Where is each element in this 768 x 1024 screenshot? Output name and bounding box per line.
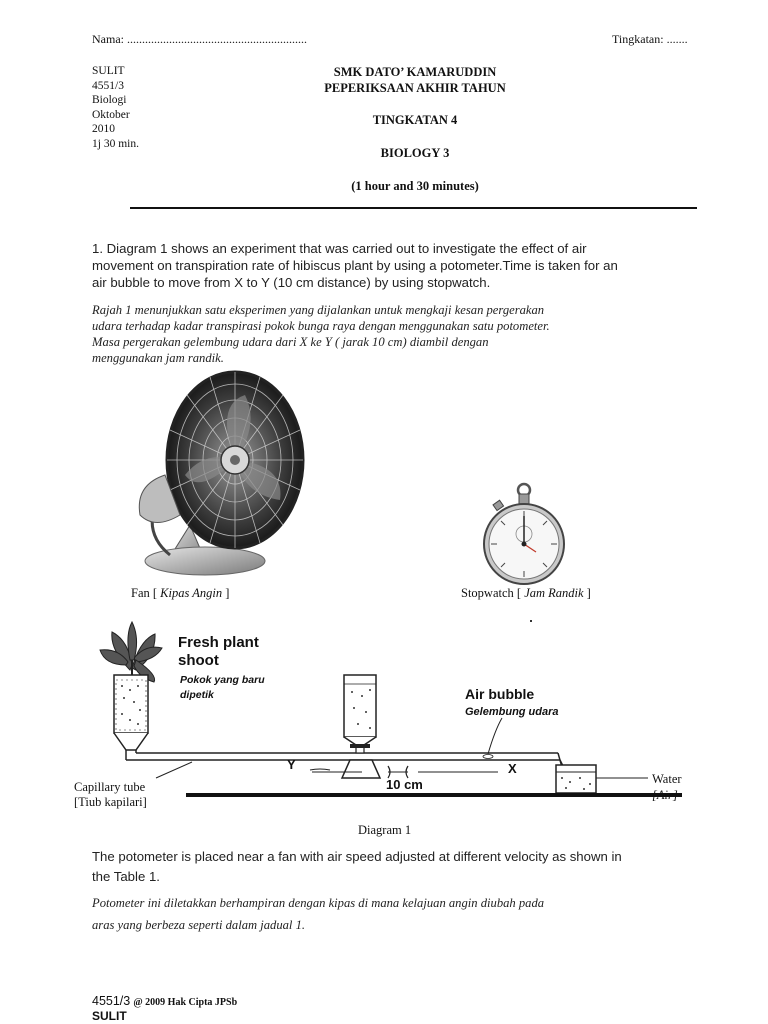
fan-caption-close: ] — [222, 586, 230, 600]
meta-year: 2010 — [92, 123, 115, 135]
capillary-line: [Tiub kapilari] — [74, 795, 147, 809]
exam-title-block — [290, 64, 540, 194]
fan-caption-en: Fan [ — [131, 586, 161, 600]
water-line: Water — [652, 772, 682, 786]
body-en-line: The potometer is placed near a fan with air speed adjusted at different velocity as shown in — [92, 849, 622, 864]
question-my-line: udara terhadap kadar transpirasi pokok bunga raya dengan menggunakan satu potometer. — [92, 319, 550, 333]
meta-sulit: SULIT — [92, 65, 125, 77]
stopwatch-caption-close: ] — [583, 586, 591, 600]
footer-sulit: SULIT — [92, 1009, 127, 1023]
distance-label: 10 cm — [386, 777, 423, 792]
gelembung-label: Gelembung udara — [465, 706, 559, 718]
meta-code: 4551/3 — [92, 79, 124, 92]
meta-time: 1j 30 min. — [92, 137, 139, 150]
meta-month: Oktober — [92, 108, 130, 121]
meta-subject: Biologi — [92, 94, 127, 106]
stopwatch-illustration — [478, 482, 578, 587]
fresh-plant-line: shoot — [178, 652, 219, 669]
tingkatan-field-label: Tingkatan: ....... — [612, 32, 688, 46]
water-line: [Air] — [652, 788, 678, 802]
school-name: SMK DATO’ KAMARUDDIN — [333, 65, 497, 79]
body-english — [92, 847, 732, 887]
capillary-line: Capillary tube — [74, 780, 146, 794]
nama-field-label: Nama: ............................................................ — [92, 32, 307, 46]
question-english — [92, 240, 732, 291]
question-en-line: air bubble to move from X to Y (10 cm distance) by using stopwatch. — [92, 275, 491, 290]
body-my-line: aras yang berbeza seperti dalam jadual 1. — [92, 918, 306, 932]
air-bubble-label: Air bubble — [465, 686, 535, 702]
exam-name: PEPERIKSAAN AKHIR TAHUN — [324, 81, 506, 95]
pokok-line: Pokok yang baru — [180, 674, 265, 686]
fresh-plant-label — [178, 634, 259, 670]
body-my-line: Potometer ini diletakkan berhampiran dengan kipas di mana kelajuan angin diubah pada — [92, 896, 545, 910]
footer-copyright: @ 2009 Hak Cipta JPSb — [133, 997, 238, 1008]
fresh-plant-line: Fresh plant — [178, 634, 259, 651]
pokok-line: dipetik — [180, 689, 214, 701]
y-marker: Y — [287, 757, 296, 772]
stopwatch-caption-my: Jam Randik — [524, 586, 584, 600]
question-en-line: movement on transpiration rate of hibiscus plant by using a potometer.Time is taken for an — [92, 258, 618, 273]
x-marker: X — [508, 761, 517, 776]
question-my-line: Masa pergerakan gelembung udara dari X ke Y ( jarak 10 cm) diambil dengan — [92, 335, 489, 349]
question-en-line: 1. Diagram 1 shows an experiment that was carried out to investigate the effect of air — [92, 241, 587, 256]
question-my-line: menggunakan jam randik. — [92, 351, 224, 365]
footer-line — [92, 994, 237, 1009]
capillary-label — [74, 780, 147, 810]
fan-caption-my: Kipas Angin — [160, 586, 223, 600]
body-en-line: the Table 1. — [92, 869, 160, 884]
question-malay — [92, 302, 732, 366]
duration: (1 hour and 30 minutes) — [351, 179, 479, 193]
pokok-label — [180, 673, 265, 703]
exam-meta-block — [92, 64, 139, 151]
diagram-caption: Diagram 1 — [358, 823, 412, 837]
question-my-line: Rajah 1 menunjukkan satu eksperimen yang dijalankan untuk mengkaji kesan pergerakan — [92, 303, 545, 317]
header-divider — [130, 207, 697, 209]
stopwatch-caption — [461, 586, 591, 601]
form-level: TINGKATAN 4 — [372, 113, 458, 127]
body-malay — [92, 892, 732, 936]
stopwatch-caption-en: Stopwatch [ — [461, 586, 525, 600]
water-label — [652, 771, 682, 803]
footer-code: 4551/3 — [92, 994, 131, 1008]
subject-title: BIOLOGY 3 — [380, 146, 450, 160]
fan-illustration — [95, 365, 305, 580]
fan-caption — [131, 586, 229, 601]
